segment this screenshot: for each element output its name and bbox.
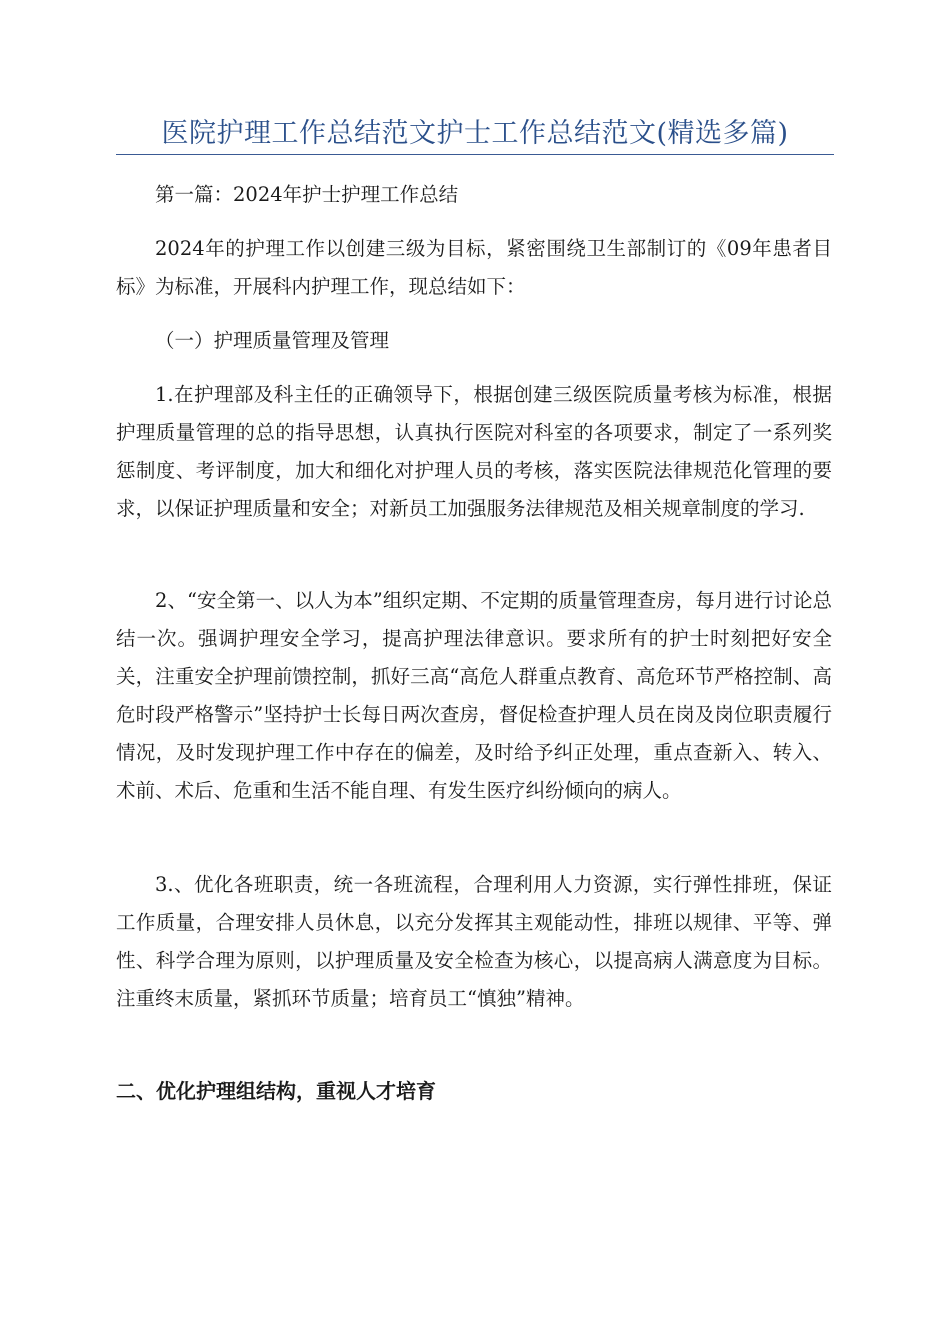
paragraph-item-3: 3.、优化各班职责，统一各班流程，合理利用人力资源，实行弹性排班，保证工作质量，合理安排人员休息，以充分发挥其主观能动性，排班以规律、平等、弹性、科学合理为原则，以护理质量及安全检查为核心，以提高病人满意度为目标。注重终末质量，紧抓环节质量；培育员工“慎独”精神。 <box>116 873 832 1010</box>
document-title: 医院护理工作总结范文护士工作总结范文(精选多篇) <box>161 118 789 149</box>
paragraph-intro: 2024年的护理工作以创建三级为目标，紧密围绕卫生部制订的《09年患者目标》为标准，开展科内护理工作，现总结如下： <box>116 237 832 298</box>
paragraph-part-heading: 第一篇：2024年护士护理工作总结 <box>155 183 459 206</box>
title-underline <box>116 154 834 155</box>
paragraph-subheading: （一）护理质量管理及管理 <box>155 329 390 352</box>
paragraph-item-1: 1.在护理部及科主任的正确领导下，根据创建三级医院质量考核为标准，根据护理质量管理的总的指导思想，认真执行医院对科室的各项要求，制定了一系列奖惩制度、考评制度，加大和细化对护理人员的考核，落实医院法律规范化管理的要求，以保证护理质量和安全；对新员工加强服务法律规范及相关规章制度的学习. <box>116 383 832 520</box>
paragraph-item-2: 2、“安全第一、以人为本”组织定期、不定期的质量管理查房，每月进行讨论总结一次。强调护理安全学习，提高护理法律意识。要求所有的护士时刻把好安全关，注重安全护理前馈控制，抓好三高“高危人群重点教育、高危环节严格控制、高危时段严格警示”坚持护士长每日两次查房，督促检查护理人员在岗及岗位职责履行情况，及时发现护理工作中存在的偏差，及时给予纠正处理，重点查新入、转入、术前、术后、危重和生活不能自理、有发生医疗纠纷倾向的病人。 <box>116 589 832 802</box>
section-heading: 二、优化护理组结构，重视人才培育 <box>116 1079 436 1103</box>
